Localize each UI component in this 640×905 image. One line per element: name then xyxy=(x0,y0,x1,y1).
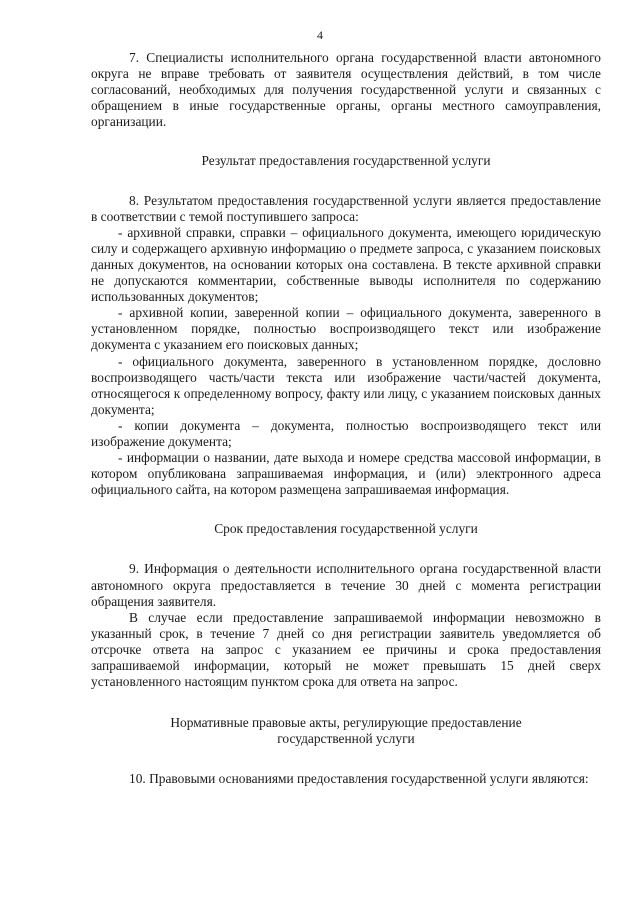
list-item-document-copy: - копии документа – документа, полностью воспроизводящего текст или изображение документа; xyxy=(91,417,601,449)
page-number: 4 xyxy=(317,28,323,42)
heading-legal-acts-line-1: Нормативные правовые акты, регулирующие предоставление xyxy=(170,715,522,731)
list-item-official-document: - официального документа, заверенного в установленном порядке, дословно воспроизводящего часть/части текста или изображение части/частей документа, относящегося к определенному вопросу, факту или лицу, с указанием поисковых данных документа; xyxy=(91,353,601,417)
heading-legal-acts xyxy=(91,715,601,747)
paragraph-9-continued: В случае если предоставление запрашиваемой информации невозможно в указанный срок, в течение 7 дней со дня регистрации заявитель уведомляется об отсрочке ответа на запрос с указанием ее причины и срока предоставления запрашиваемой информации, который не может превышать 15 дней сверх установленного настоящим пунктом срока для ответа на запрос. xyxy=(91,609,601,690)
list-item-archive-copy: - архивной копии, заверенной копии – официального документа, заверенного в установленном порядке, полностью воспроизводящего текст или изображение документа с указанием его поисковых данных; xyxy=(91,305,601,353)
paragraph-10: 10. Правовыми основаниями предоставления государственной услуги являются: xyxy=(129,771,589,787)
list-item-media-info: - информации о названии, дате выхода и номере средства массовой информации, в котором опубликована запрашиваемая информация, и (или) электронного адреса официального сайта, на котором размещена запрашиваемая информация. xyxy=(91,450,601,498)
heading-legal-acts-line-2: государственной услуги xyxy=(277,731,415,747)
heading-term: Срок предоставления государственной услуги xyxy=(214,521,478,537)
paragraph-9: 9. Информация о деятельности исполнительного органа государственной власти автономного округа предоставляется в течение 30 дней с момента регистрации обращения заявителя. xyxy=(91,561,601,609)
heading-result: Результат предоставления государственной услуги xyxy=(201,153,491,169)
document-body xyxy=(91,50,601,787)
paragraph-7: 7. Специалисты исполнительного органа государственной власти автономного округа не вправе требовать от заявителя осуществления действий, в том числе согласований, необходимых для получения государственной услуги и связанных с обращением в иные государственные органы, органы местного самоуправления, организации. xyxy=(91,50,601,130)
paragraph-8: 8. Результатом предоставления государственной услуги является предоставление в соответствии с темой поступившего запроса: xyxy=(91,192,601,224)
list-item-archive-certificate: - архивной справки, справки – официального документа, имеющего юридическую силу и содержащего архивную информацию о предмете запроса, с указанием поисковых данных документов, на основании которых она составлена. В тексте архивной справки не допускаются комментарии, собственные выводы исполнителя по содержанию использованных документов; xyxy=(91,224,601,305)
